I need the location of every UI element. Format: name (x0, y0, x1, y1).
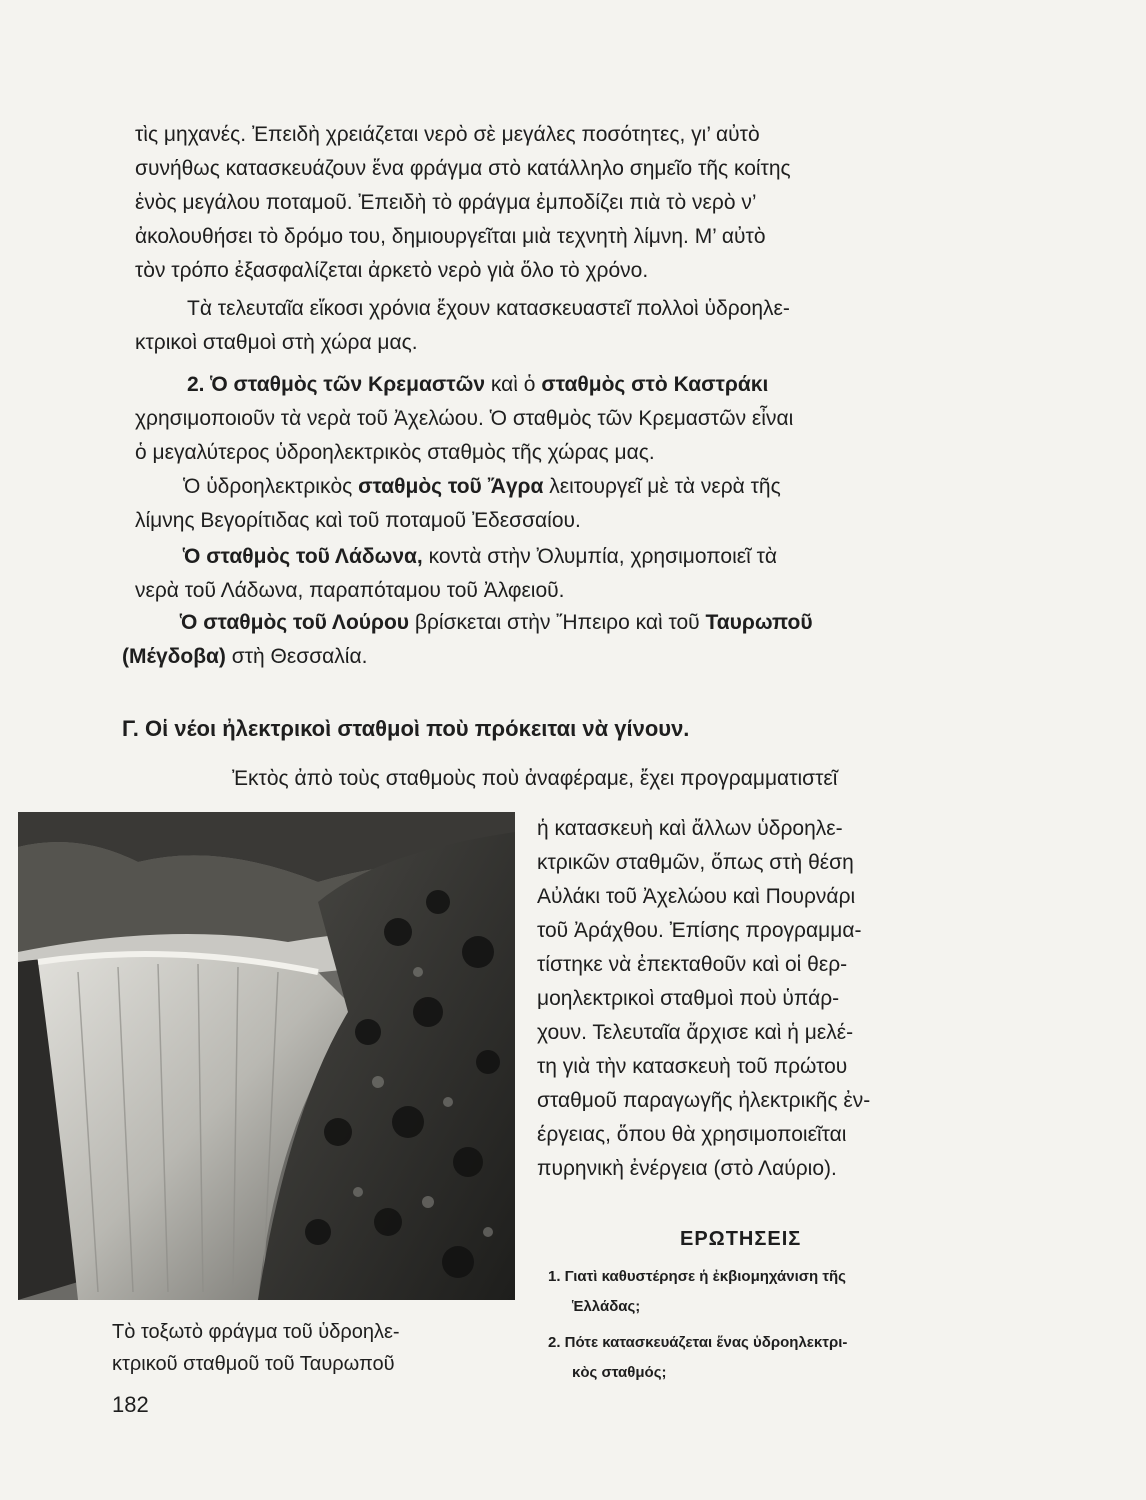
caption-line: Τὸ τοξωτὸ φράγμα τοῦ ὑδροηλε- (112, 1321, 400, 1343)
text-line: νερὰ τοῦ Λάδωνα, παραπόταμου τοῦ Ἀλφειοῦ. (135, 579, 565, 602)
question-item (548, 1328, 968, 1388)
text-line: χουν. Τελευταῖα ἄρχισε καὶ ἡ μελέ- (537, 1021, 854, 1044)
intro-paragraph (135, 118, 975, 288)
photo-caption (112, 1316, 512, 1380)
paragraph-louros (122, 606, 972, 674)
item-number: 2. (187, 373, 205, 396)
text-line: ἡ κατασκευὴ καὶ ἄλλων ὑδροηλε- (537, 817, 843, 840)
text-line: ἑνὸς μεγάλου ποταμοῦ. Ἐπειδὴ τὸ φράγμα ἐμποδίζει πιὰ τὸ νερὸ ν’ (135, 191, 757, 214)
questions-title: ΕΡΩΤΗΣΕΙΣ (680, 1228, 802, 1250)
text-line (122, 640, 972, 674)
question-line: Ἑλλάδας; (572, 1298, 641, 1315)
text-line (135, 470, 975, 504)
questions-list (548, 1262, 968, 1394)
text-line: μοηλεκτρικοὶ σταθμοὶ ποὺ ὑπάρ- (537, 987, 840, 1010)
question-line: 2. Πότε κατασκευάζεται ἕνας ὑδροηλεκτρι- (548, 1334, 848, 1351)
dam-photo (18, 812, 515, 1300)
text-line (135, 540, 975, 574)
text-line: συνήθως κατασκευάζουν ἕνα φράγμα στὸ κατάλληλο σημεῖο τῆς κοίτης (135, 157, 791, 180)
text-line: κτρικῶν σταθμῶν, ὅπως στὴ θέση (537, 851, 854, 874)
paragraph-agra (135, 470, 975, 538)
text-line (135, 368, 975, 402)
question-item (548, 1262, 968, 1322)
station-name: Ταυρωποῦ (705, 611, 813, 634)
station-name: (Μέγδοβα) (122, 645, 226, 668)
text-line: κτρικοὶ σταθμοὶ στὴ χώρα μας. (135, 331, 418, 354)
section-heading: Γ. Οἱ νέοι ἠλεκτρικοὶ σταθμοὶ ποὺ πρόκειται νὰ γίνουν. (122, 716, 690, 741)
inline-text: λειτουργεῖ μὲ τὰ νερὰ τῆς (549, 475, 781, 498)
text-line: τὸν τρόπο ἐξασφαλίζεται ἀρκετὸ νερὸ γιὰ ὅλο τὸ χρόνο. (135, 259, 649, 282)
text-line: σταθμοῦ παραγωγῆς ἠλεκτρικῆς ἐν- (537, 1089, 871, 1112)
text-line: χρησιμοποιοῦν τὰ νερὰ τοῦ Ἀχελώου. Ὁ σταθμὸς τῶν Κρεμαστῶν εἶναι (135, 407, 794, 430)
text-line: τοῦ Ἀράχθου. Ἐπίσης προγραμμα- (537, 919, 862, 942)
text-line: έργειας, ὅπου θὰ χρησιμοποιεῖται (537, 1123, 847, 1146)
text-line: Τὰ τελευταῖα εἴκοσι χρόνια ἔχουν κατασκευαστεῖ πολλοὶ ὑδροηλε- (187, 297, 790, 320)
paragraph-kremasta (135, 368, 975, 470)
text-line: πυρηνικὴ ἐνέργεια (στὸ Λαύριο). (537, 1157, 837, 1180)
station-name: Ὁ σταθμὸς τοῦ Λάδωνα, (183, 545, 423, 568)
text-line: ὁ μεγαλύτερος ὑδροηλεκτρικὸς σταθμὸς τῆς χώρας μας. (135, 441, 655, 464)
paragraph-ladonas (135, 540, 975, 608)
inline-text: Ὁ ὑδροηλεκτρικὸς (183, 475, 353, 498)
station-name: σταθμὸς τοῦ Ἄγρα (358, 475, 544, 498)
text-line: τίστηκε νὰ ἐπεκταθοῦν καὶ οἱ θερ- (537, 953, 848, 976)
dam-photo-graphic (18, 812, 515, 1300)
paragraph-new-stations (232, 762, 972, 796)
inline-text: βρίσκεται στὴν Ἤπειρο καὶ τοῦ (414, 611, 700, 634)
question-line: κὸς σταθμός; (572, 1364, 667, 1381)
text-line (122, 606, 972, 640)
right-column-text (537, 812, 957, 1186)
station-name: σταθμὸς στὸ Καστράκι (541, 373, 769, 396)
caption-line: κτρικοῦ σταθμοῦ τοῦ Ταυρωποῦ (112, 1353, 395, 1375)
question-line: 1. Γιατὶ καθυστέρησε ἡ ἐκβιομηχάνιση τῆς (548, 1268, 846, 1285)
text-line: τη γιὰ τὴν κατασκευὴ τοῦ πρώτου (537, 1055, 848, 1078)
paragraph-twenty-years (135, 292, 975, 360)
inline-text: καὶ ὁ (490, 373, 536, 396)
text-line: Ἐκτὸς ἀπὸ τοὺς σταθμοὺς ποὺ ἀναφέραμε, ἔχει προγραμματιστεῖ (232, 767, 838, 790)
text-line: τὶς μηχανές. Ἐπειδὴ χρειάζεται νερὸ σὲ μεγάλες ποσότητες, γι’ αὐτὸ (135, 123, 760, 146)
page-number: 182 (112, 1392, 149, 1417)
inline-text: στὴ Θεσσαλία. (231, 645, 368, 668)
text-line: ἀκολουθήσει τὸ δρόμο του, δημιουργεῖται μιὰ τεχνητὴ λίμνη. Μ’ αὐτὸ (135, 225, 766, 248)
station-name: Ὁ σταθμὸς τῶν Κρεμαστῶν (210, 373, 486, 396)
inline-text: κοντὰ στὴν Ὀλυμπία, χρησιμοποιεῖ τὰ (428, 545, 778, 568)
station-name: Ὁ σταθμὸς τοῦ Λούρου (180, 611, 410, 634)
text-line: Αὐλάκι τοῦ Ἀχελώου καὶ Πουρνάρι (537, 885, 856, 908)
text-line: λίμνης Βεγορίτιδας καὶ τοῦ ποταμοῦ Ἐδεσσαίου. (135, 509, 581, 532)
